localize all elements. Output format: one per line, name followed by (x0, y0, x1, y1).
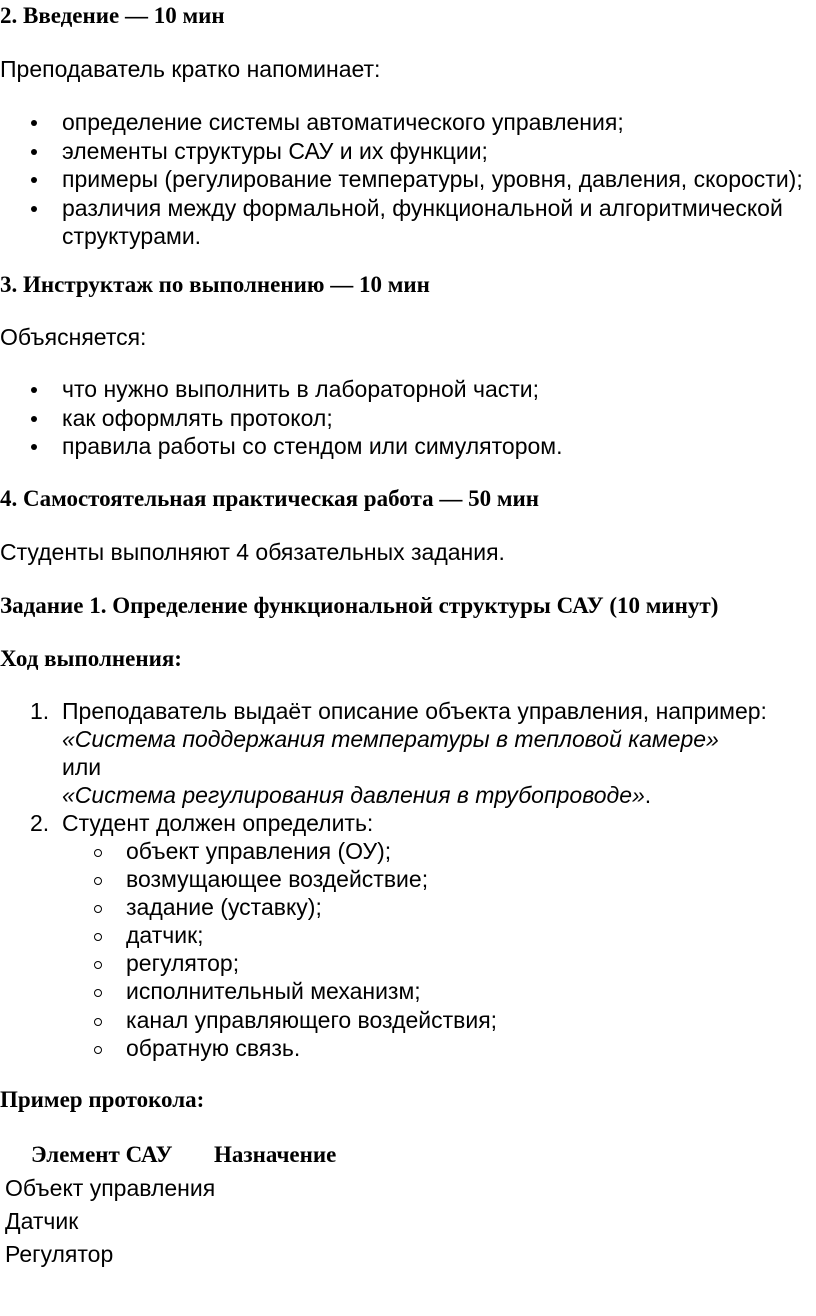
step-text: Преподаватель выдаёт описание объекта управления, например: (62, 698, 767, 724)
list-item: как оформлять протокол; (0, 404, 562, 433)
step-item (0, 809, 767, 1062)
circle-bullet-icon (94, 1018, 102, 1026)
intro-lead: Преподаватель кратко напоминает: (0, 56, 381, 82)
sublist-item: объект управления (ОУ); (62, 837, 767, 865)
list-item: элементы структуры САУ и их функции; (0, 137, 803, 166)
task1-heading: Задание 1. Определение функциональной структуры САУ (10 минут) (0, 593, 719, 618)
sublist-item: датчик; (62, 921, 767, 949)
bullet-icon (31, 177, 37, 183)
bullet-icon (31, 387, 37, 393)
list-item: примеры (регулирование температуры, уровня, давления, скорости); (0, 165, 803, 194)
list-item: различия между формальной, функциональной и алгоритмической (0, 194, 803, 223)
sublist-item: исполнительный механизм; (62, 977, 767, 1005)
sublist-item: возмущающее воздействие; (62, 865, 767, 893)
circle-bullet-icon (94, 905, 102, 913)
list-item: определение системы автоматического управления; (0, 108, 803, 137)
section-heading-briefing: 3. Инструктаж по выполнению — 10 мин (0, 272, 430, 297)
circle-bullet-icon (94, 849, 102, 857)
step-text: Студент должен определить: (62, 810, 374, 836)
briefing-lead: Объясняется: (0, 324, 147, 350)
sublist-item: обратную связь. (62, 1034, 767, 1062)
protocol-heading: Пример протокола: (0, 1087, 205, 1112)
sublist-item: задание (уставку); (62, 893, 767, 921)
section-heading-intro: 2. Введение — 10 мин (0, 3, 225, 28)
step-number: 2. (30, 810, 50, 836)
bullet-icon (31, 206, 37, 212)
table-row: Регулятор (5, 1241, 114, 1267)
step-example: «Система регулирования давления в трубопроводе» (62, 782, 645, 808)
table-row: Датчик (5, 1208, 79, 1234)
section-heading-practice: 4. Самостоятельная практическая работа — 50 мин (0, 486, 539, 511)
circle-bullet-icon (94, 933, 102, 941)
circle-bullet-icon (94, 961, 102, 969)
table-row: Объект управления (5, 1175, 216, 1201)
sublist-item: канал управляющего воздействия; (62, 1006, 767, 1034)
step-sublist (62, 837, 767, 1062)
practice-lead: Студенты выполняют 4 обязательных задания. (0, 539, 505, 565)
circle-bullet-icon (94, 1046, 102, 1054)
step-number: 1. (30, 698, 50, 724)
bullet-icon (31, 416, 37, 422)
sublist-item: регулятор; (62, 949, 767, 977)
task1-progress-heading: Ход выполнения: (0, 646, 182, 671)
step-example: «Система поддержания температуры в тепловой камере» (62, 726, 719, 752)
bullet-icon (31, 444, 37, 450)
briefing-list (0, 375, 562, 461)
bullet-icon (31, 149, 37, 155)
circle-bullet-icon (94, 989, 102, 997)
step-period: . (644, 782, 652, 808)
circle-bullet-icon (94, 877, 102, 885)
table-header-element: Элемент САУ (31, 1142, 173, 1167)
table-header-purpose: Назначение (214, 1142, 337, 1167)
step-or: или (62, 754, 102, 780)
list-item: правила работы со стендом или симулятором. (0, 432, 562, 461)
intro-list (0, 108, 803, 251)
step-item (0, 697, 767, 809)
task1-steps (0, 697, 767, 1062)
list-item: что нужно выполнить в лабораторной части; (0, 375, 562, 404)
bullet-icon (31, 120, 37, 126)
list-item-continuation: структурами. (62, 223, 202, 249)
